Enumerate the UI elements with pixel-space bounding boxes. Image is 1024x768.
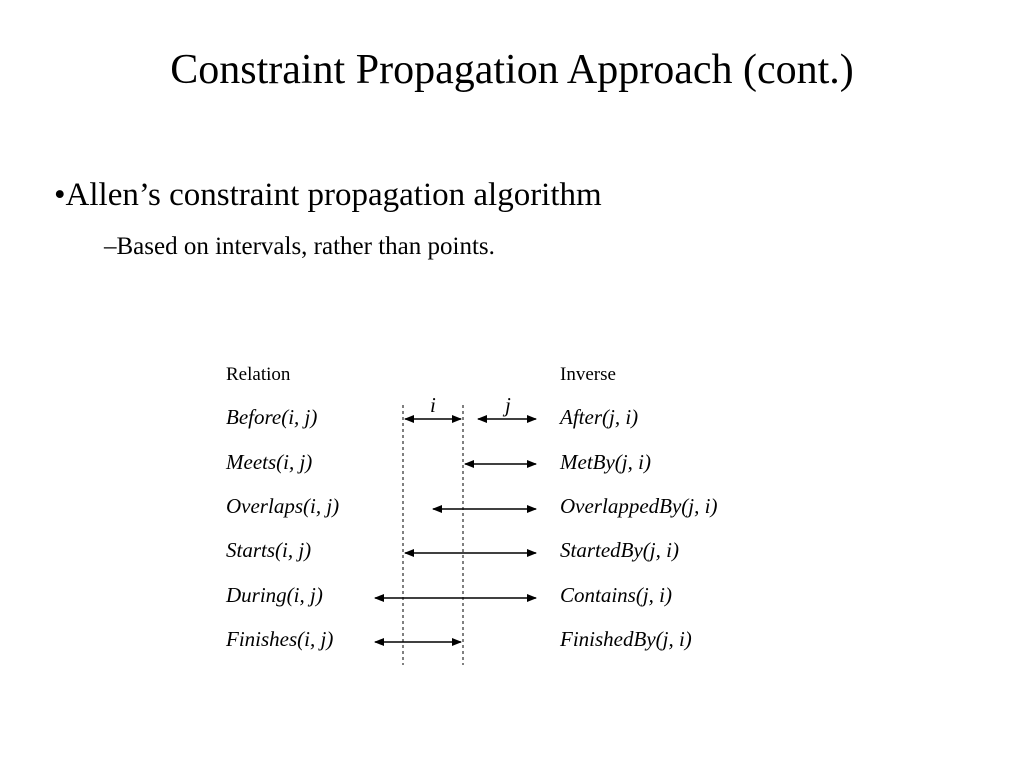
relation-starts: Starts(i, j) [226, 538, 312, 562]
allen-relations-figure [222, 355, 762, 675]
relation-before: Before(i, j) [226, 405, 318, 429]
relation-column-header: Relation [226, 364, 291, 385]
allen-relations-diagram [222, 355, 762, 675]
relation-meets: Meets(i, j) [226, 450, 313, 474]
inverse-started-by: StartedBy(j, i) [560, 538, 679, 562]
inverse-after: After(j, i) [560, 405, 639, 429]
interval-j-label: j [505, 393, 511, 417]
relation-finishes: Finishes(i, j) [226, 627, 334, 651]
inverse-met-by: MetBy(j, i) [560, 450, 651, 474]
interval-i-label: i [430, 393, 436, 417]
bullet-point: •Allen’s constraint propagation algorithm [54, 177, 602, 213]
relation-during: During(i, j) [226, 583, 323, 607]
inverse-column-header: Inverse [560, 364, 616, 385]
slide-title: Constraint Propagation Approach (cont.) [170, 47, 854, 93]
sub-bullet-point: –Based on intervals, rather than points. [104, 233, 495, 260]
relation-overlaps: Overlaps(i, j) [226, 494, 340, 518]
inverse-finished-by: FinishedBy(j, i) [560, 627, 692, 651]
inverse-overlapped-by: OverlappedBy(j, i) [560, 494, 718, 518]
inverse-contains: Contains(j, i) [560, 583, 673, 607]
